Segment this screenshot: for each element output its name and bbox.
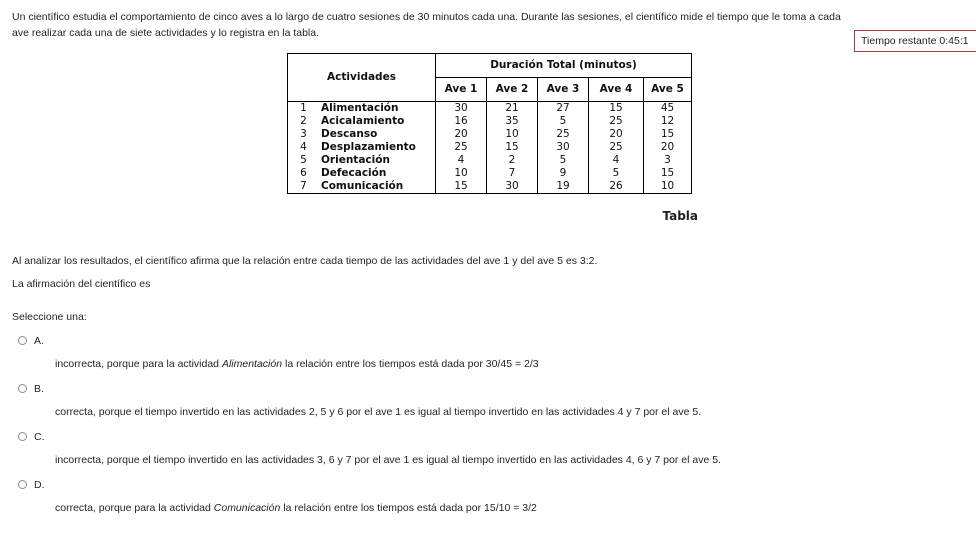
- table-row: [288, 167, 692, 180]
- row-number: 4: [288, 141, 320, 154]
- option-text-part: la relación entre los tiempos está dada por 30/45 = 2/3: [282, 358, 539, 370]
- table-cell: 15: [436, 180, 487, 194]
- table-cell: 26: [589, 180, 644, 194]
- table-cell: 10: [487, 128, 538, 141]
- question-intro: Un científico estudia el comportamiento de cinco aves a lo largo de cuatro sesiones de 30 minutos cada una. Durante las sesiones, el científico mide el tiempo que le toma a cada ave realizar cada una de siete actividades y lo registra en la tabla.: [12, 11, 841, 39]
- table-cell: 45: [644, 102, 692, 116]
- table-row: [288, 180, 692, 194]
- table-cell: 15: [487, 141, 538, 154]
- header-duration: Duración Total (minutos): [436, 54, 692, 78]
- option-letter: C.: [34, 431, 45, 443]
- table-cell: 5: [589, 167, 644, 180]
- header-bird: Ave 4: [589, 78, 644, 102]
- bird-activity-table: [287, 53, 692, 194]
- option-text[interactable]: [55, 502, 537, 514]
- table-cell: 2: [487, 154, 538, 167]
- activity-name: Comunicación: [319, 180, 436, 194]
- question-prompt: La afirmación del científico es: [12, 278, 151, 290]
- row-number: 3: [288, 128, 320, 141]
- activity-name: Acicalamiento: [319, 115, 436, 128]
- option-letter: B.: [34, 383, 44, 395]
- row-number: 2: [288, 115, 320, 128]
- table-row: [288, 141, 692, 154]
- scientist-statement: Al analizar los resultados, el científico afirma que la relación entre cada tiempo de las actividades del ave 1 y del ave 5 es 3:2.: [12, 255, 598, 267]
- table-row: [288, 154, 692, 167]
- table-cell: 20: [589, 128, 644, 141]
- table-cell: 35: [487, 115, 538, 128]
- table-cell: 10: [644, 180, 692, 194]
- row-number: 5: [288, 154, 320, 167]
- option-text-emphasis: Alimentación: [221, 358, 283, 370]
- table-cell: 4: [436, 154, 487, 167]
- table-cell: 25: [589, 141, 644, 154]
- table-caption: Tabla: [662, 209, 698, 223]
- header-activities: Actividades: [288, 54, 436, 102]
- table-cell: 7: [487, 167, 538, 180]
- table-cell: 25: [589, 115, 644, 128]
- option-text-part: incorrecta, porque para la actividad: [55, 358, 222, 370]
- table-cell: 20: [644, 141, 692, 154]
- select-one-label: Seleccione una:: [12, 311, 87, 323]
- option-text-part: correcta, porque el tiempo invertido en las actividades 2, 5 y 6 por el ave 1 es igual al tiempo invertido en las actividades 4 y 7 por el ave 5.: [55, 406, 702, 418]
- radio-button[interactable]: [18, 336, 27, 345]
- table-cell: 19: [538, 180, 589, 194]
- table-cell: 15: [589, 102, 644, 116]
- table-row: [288, 115, 692, 128]
- option-letter: A.: [34, 335, 44, 347]
- time-remaining-indicator: Tiempo restante 0:45:1: [854, 30, 976, 52]
- table-cell: 10: [436, 167, 487, 180]
- option-text-emphasis: Comunicación: [213, 502, 281, 514]
- data-table-figure: [280, 46, 706, 226]
- option-text[interactable]: [55, 358, 539, 370]
- table-cell: 30: [487, 180, 538, 194]
- option-letter: D.: [34, 479, 45, 491]
- activity-name: Descanso: [319, 128, 436, 141]
- table-cell: 15: [644, 128, 692, 141]
- table-cell: 30: [538, 141, 589, 154]
- table-cell: 16: [436, 115, 487, 128]
- option-text-part: incorrecta, porque el tiempo invertido en las actividades 3, 6 y 7 por el ave 1 es igual al tiempo invertido en las actividades 4, 6 y 7 por el ave 5.: [55, 454, 721, 466]
- radio-button[interactable]: [18, 432, 27, 441]
- radio-button[interactable]: [18, 480, 27, 489]
- activity-name: Defecación: [319, 167, 436, 180]
- table-cell: 20: [436, 128, 487, 141]
- row-number: 6: [288, 167, 320, 180]
- radio-button[interactable]: [18, 384, 27, 393]
- table-row: [288, 128, 692, 141]
- activity-name: Desplazamiento: [319, 141, 436, 154]
- header-bird: Ave 3: [538, 78, 589, 102]
- header-bird: Ave 5: [644, 78, 692, 102]
- table-cell: 5: [538, 115, 589, 128]
- option-text-part: correcta, porque para la actividad: [55, 502, 214, 514]
- table-cell: 25: [436, 141, 487, 154]
- table-cell: 4: [589, 154, 644, 167]
- table-cell: 15: [644, 167, 692, 180]
- activity-name: Alimentación: [319, 102, 436, 116]
- table-row: [288, 102, 692, 116]
- row-number: 7: [288, 180, 320, 194]
- table-cell: 3: [644, 154, 692, 167]
- table-cell: 30: [436, 102, 487, 116]
- option-text[interactable]: [55, 406, 701, 418]
- table-cell: 12: [644, 115, 692, 128]
- activity-name: Orientación: [319, 154, 436, 167]
- option-text[interactable]: [55, 454, 721, 466]
- table-cell: 21: [487, 102, 538, 116]
- header-bird: Ave 2: [487, 78, 538, 102]
- table-cell: 5: [538, 154, 589, 167]
- table-cell: 9: [538, 167, 589, 180]
- table-cell: 25: [538, 128, 589, 141]
- table-cell: 27: [538, 102, 589, 116]
- row-number: 1: [288, 102, 320, 116]
- header-bird: Ave 1: [436, 78, 487, 102]
- option-text-part: la relación entre los tiempos está dada por 15/10 = 3/2: [280, 502, 537, 514]
